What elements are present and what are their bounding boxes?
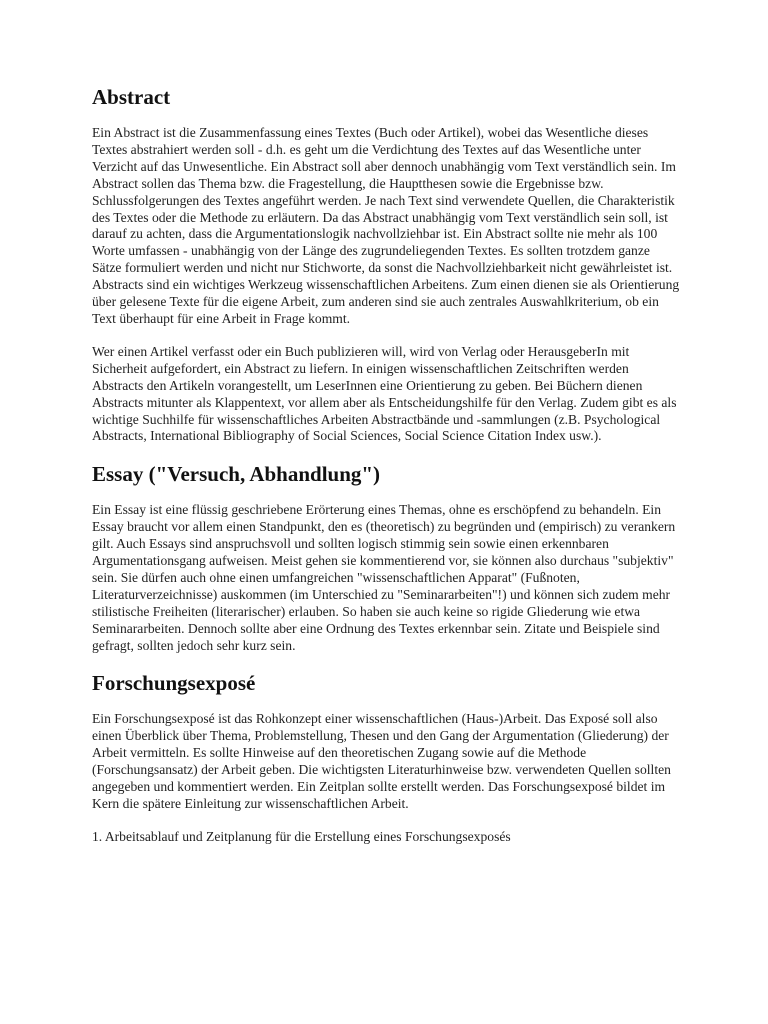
paragraph: Ein Forschungsexposé ist das Rohkonzept einer wissenschaftlichen (Haus-)Arbeit. Das Exposé soll also einen Überblick über Thema, Problemstellung, Thesen und den Gang der Argumentation (Gliederung) der Arbeit vermitteln. Es sollte Hinweise auf den theoretischen Zugang sowie auf die Methode (Forschungsansatz) der Arbeit geben. Die wichtigsten Literaturhinweise bzw. verwendeten Quellen sollten angegeben und kommentiert werden. Ein Zeitplan sollte erstellt werden. Das Forschungsexposé bildet im Kern die spätere Einleitung zur wissenschaftlichen Arbeit. [92,711,671,811]
section-essay [92,461,682,654]
document-content [92,84,682,846]
list-item: 1. Arbeitsablauf und Zeitplanung für die Erstellung eines Forschungsexposés [92,828,511,844]
paragraph: Wer einen Artikel verfasst oder ein Buch publizieren will, wird von Verlag oder HerausgeberIn mit Sicherheit aufgefordert, ein Abstract zu liefern. In einigen wissenschaftlichen Zeitschriften werden Abstracts den Artikeln vorangestellt, um LeserInnen eine Orientierung zu geben. Bei Büchern dienen Abstracts mitunter als Klappentext, vor allem aber als Entscheidungshilfe für den Verlag. Zudem gibt es als wichtige Suchhilfe für wissenschaftliches Arbeiten Abstractbände und -sammlungen (z.B. Psychological Abstracts, International Bibliography of Social Sciences, Social Science Citation Index usw.). [92,343,677,444]
section-heading: Forschungsexposé [92,671,256,696]
section-abstract [92,84,682,445]
paragraph: Ein Essay ist eine flüssig geschriebene Erörterung eines Themas, ohne es erschöpfend zu behandeln. Ein Essay braucht vor allem einen Standpunkt, den es (theoretisch) zu begründen und (empirisch) zu verankern gilt. Auch Essays sind anspruchsvoll und sollten logisch stimmig sein sowie einen erkennbaren Argumentationsgang aufweisen. Meist gehen sie kommentierend vor, sie können also durchaus "subjektiv" sein. Sie dürfen auch ohne einen umfangreichen "wissenschaftlichen Apparat" (Fußnoten, Literaturverzeichnisse) auskommen (im Unterschied zu "Seminararbeiten"!) und können sich zudem mehr stilistische Freiheiten (literarischer) erlauben. So haben sie auch keine so rigide Gliederung wie etwa Seminararbeiten. Dennoch sollte aber eine Ordnung des Textes erkennbar sein. Zitate und Beispiele sind gefragt, sollten jedoch sehr kurz sein. [92,502,676,653]
section-heading: Abstract [92,85,171,109]
section-forschungsexpose [92,670,682,845]
paragraph: Ein Abstract ist die Zusammenfassung eines Textes (Buch oder Artikel), wobei das Wesentliche dieses Textes abstrahiert werden soll - d.h. es geht um die Verdichtung des Textes auf das Wesentliche unter Verzicht auf das Unwesentliche. Ein Abstract soll aber dennoch unabhängig vom Text verständlich sein. Im Abstract sollen das Thema bzw. die Fragestellung, die Hauptthesen sowie die Ergebnisse bzw. Schlussfolgerungen des Textes angeführt werden. Je nach Text sind verwendete Quellen, die Charakteristik des Textes oder die Methode zu erläutern. Da das Abstract unabhängig vom Text verständlich sein soll, ist darauf zu achten, dass die Argumentationslogik nachvollziehbar ist. Ein Abstract sollte nie mehr als 100 Worte umfassen - unabhängig von der Länge des zugrundeliegenden Textes. Es sollten trotzdem ganze Sätze formuliert werden und nicht nur Stichworte, da sonst die Nachvollziehbarkeit nicht gewährleistet ist. Abstracts sind ein wichtiges Werkzeug wissenschaftlichen Arbeitens. Zum einen dienen sie als Orientierung über gelesene Texte für die eigene Arbeit, zum anderen sind sie auch zentrales Auswahlkriterium, ob ein Text überhaupt für eine Arbeit in Frage kommt. [92,125,680,326]
section-heading: Essay ("Versuch, Abhandlung") [92,462,381,487]
